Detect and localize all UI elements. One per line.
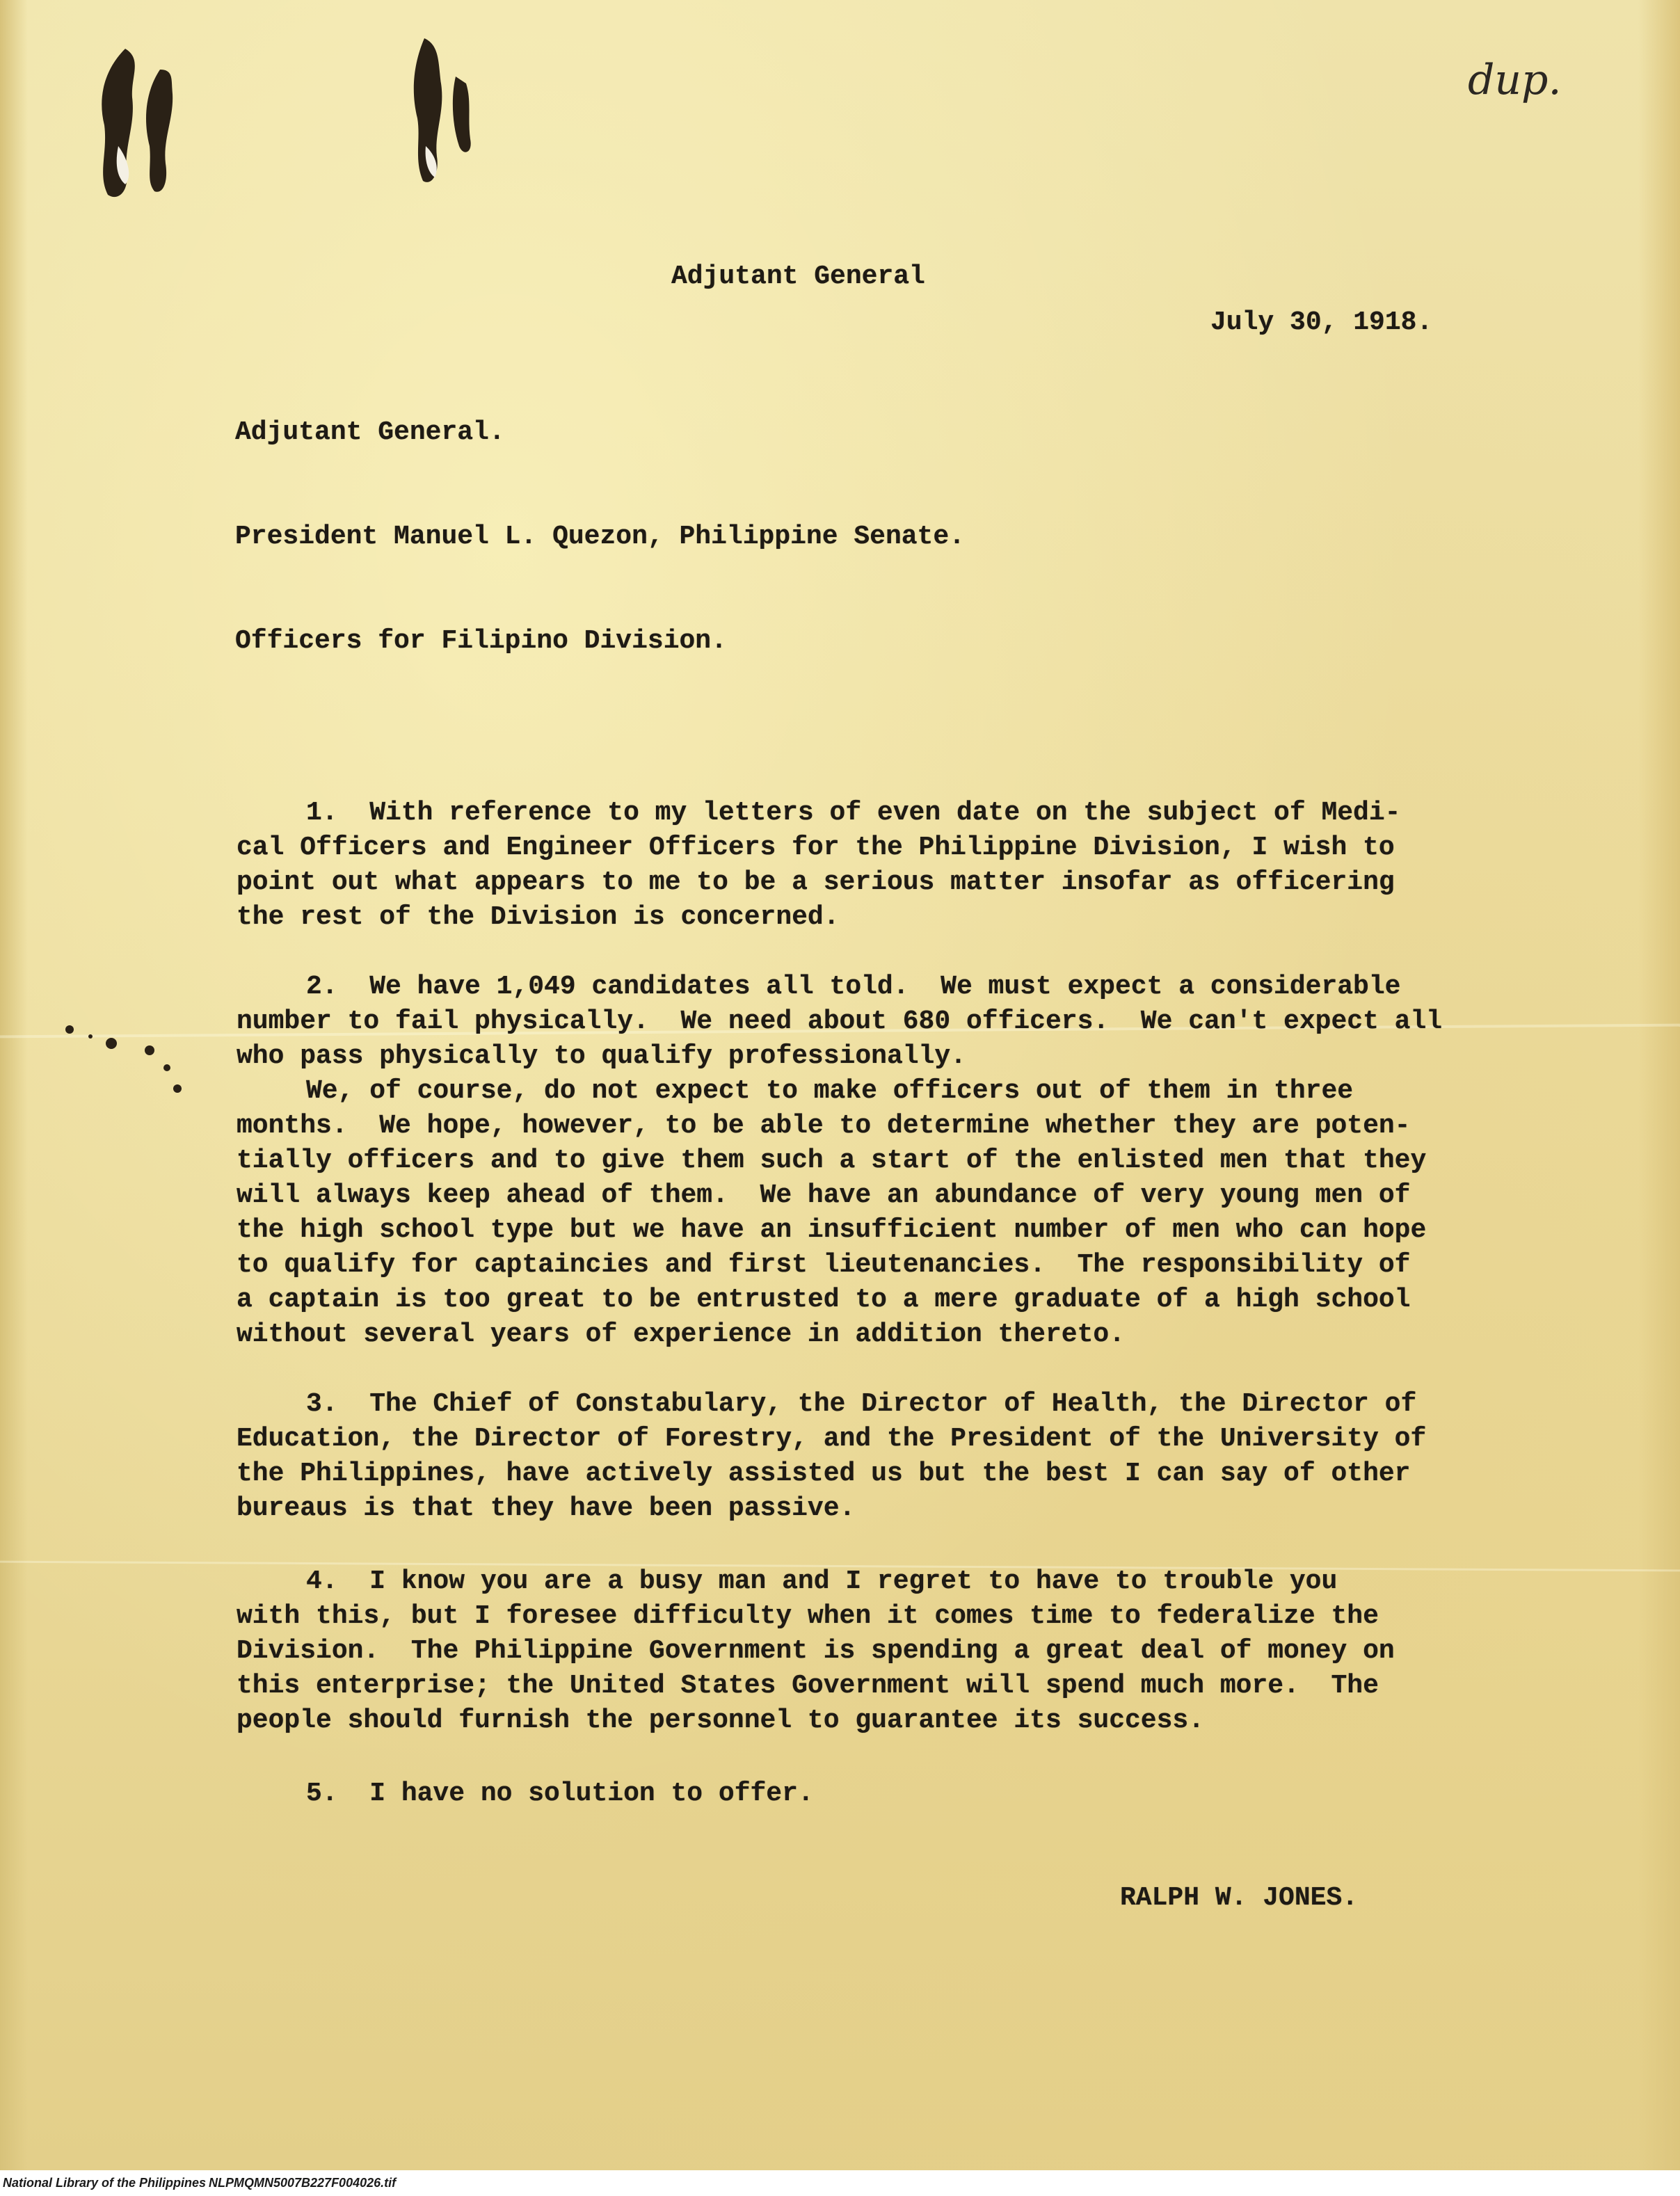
paragraph-line: the rest of the Division is concerned.: [237, 902, 840, 932]
handwritten-note: dup.: [1468, 56, 1562, 104]
paper-edge-shadow-right: [1638, 0, 1680, 2170]
letter-date: July 30, 1918.: [1210, 307, 1433, 337]
paragraph-line: point out what appears to me to be a serious matter insofar as officering: [237, 867, 1395, 897]
paragraph-line: Division. The Philippine Government is spending a great deal of money on: [237, 1636, 1395, 1666]
footer-library: National Library of the Philippines: [3, 2176, 207, 2190]
paragraph-line: will always keep ahead of them. We have an abundance of very young men of: [237, 1180, 1411, 1210]
paragraph-line: 2. We have 1,049 candidates all told. We must expect a considerable: [306, 972, 1401, 1002]
paragraph-line: bureaus is that they have been passive.: [237, 1493, 856, 1523]
from-header: Adjutant General: [671, 262, 925, 291]
paragraph-line: We, of course, do not expect to make officers out of them in three: [306, 1076, 1354, 1106]
signature: RALPH W. JONES.: [1120, 1883, 1359, 1913]
paragraph-line: the Philippines, have actively assisted us but the best I can say of other: [237, 1459, 1411, 1489]
to-line: President Manuel L. Quezon, Philippine Senate.: [235, 522, 965, 552]
ink-speck-icon: [28, 1002, 195, 1106]
paragraph-line: Education, the Director of Forestry, and the President of the University of: [237, 1424, 1427, 1454]
scan-footer: [0, 2170, 1680, 2196]
paragraph-line: a captain is too great to be entrusted to a mere graduate of a high school: [237, 1285, 1411, 1315]
paragraph-line: to qualify for captaincies and first lieutenancies. The responsibility of: [237, 1250, 1411, 1280]
paragraph-line: the high school type but we have an insufficient number of men who can hope: [237, 1215, 1427, 1245]
paragraph-line: 5. I have no solution to offer.: [306, 1779, 814, 1809]
paragraph-line: this enterprise; the United States Government will spend much more. The: [237, 1671, 1379, 1701]
paragraph-line: cal Officers and Engineer Officers for the Philippine Division, I wish to: [237, 833, 1395, 863]
paragraph-line: 4. I know you are a busy man and I regret to have to trouble you: [306, 1566, 1338, 1596]
footer-filename: NLPMQMN5007B227F004026.tif: [209, 2176, 397, 2190]
paragraph-line: without several years of experience in addition thereto.: [237, 1320, 1126, 1349]
paragraph-line: 3. The Chief of Constabulary, the Director of Health, the Director of: [306, 1389, 1417, 1419]
paragraph-line: tially officers and to give them such a start of the enlisted men that they: [237, 1146, 1427, 1176]
punch-hole-icon: [397, 35, 487, 188]
from-line: Adjutant General.: [235, 417, 505, 447]
subject-line: Officers for Filipino Division.: [235, 626, 727, 656]
paper-edge-shadow-left: [0, 0, 28, 2170]
paragraph-line: 1. With reference to my letters of even date on the subject of Medi-: [306, 798, 1401, 828]
paragraph-line: number to fail physically. We need about 680 officers. We can't expect all: [237, 1007, 1443, 1036]
paragraph-line: months. We hope, however, to be able to determine whether they are poten-: [237, 1111, 1411, 1141]
punch-hole-icon: [77, 42, 195, 202]
paragraph-line: who pass physically to qualify professionally.: [237, 1041, 966, 1071]
paragraph-line: with this, but I foresee difficulty when it comes time to federalize the: [237, 1601, 1379, 1631]
paragraph-line: people should furnish the personnel to guarantee its success.: [237, 1706, 1205, 1736]
